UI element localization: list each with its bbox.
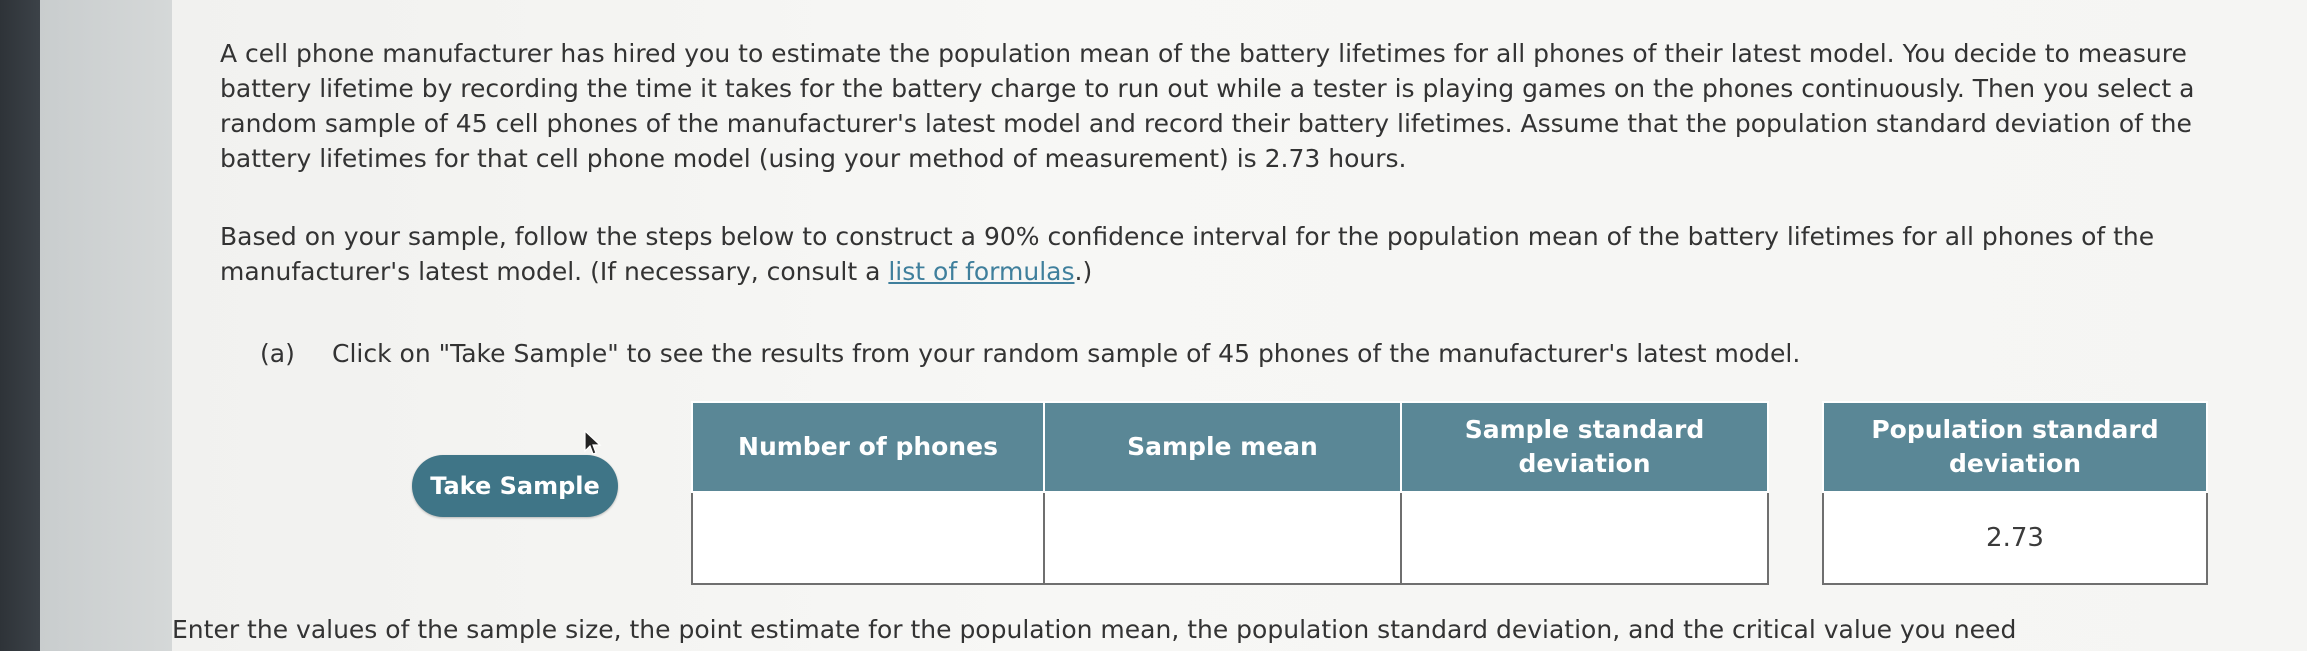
cell-population-standard-deviation: 2.73 [1823, 492, 2207, 584]
cell-sample-mean [1044, 492, 1401, 584]
table-row [692, 492, 1768, 584]
cell-sample-standard-deviation [1401, 492, 1768, 584]
header-sample-standard-deviation: Sample standard deviation [1401, 402, 1768, 492]
paragraph-2-text: Based on your sample, follow the steps below to construct a 90% confidence interval for the population mean of the battery lifetimes for all phones of the manufacturer's latest model. (If necessary, consult a [220, 222, 2155, 286]
table-row [1823, 492, 2207, 584]
paragraph-2-end: .) [1074, 257, 1093, 286]
list-of-formulas-link[interactable]: list of formulas [888, 257, 1075, 286]
part-a-instruction [260, 336, 1800, 371]
header-population-standard-deviation: Population standard deviation [1823, 402, 2207, 492]
header-sample-mean: Sample mean [1044, 402, 1401, 492]
population-sd-table [1822, 401, 2208, 585]
part-a-text: Click on "Take Sample" to see the results from your random sample of 45 phones of the manufacturer's latest model. [332, 339, 1801, 368]
cell-number-of-phones [692, 492, 1044, 584]
problem-paragraph-2 [220, 219, 2250, 289]
take-sample-button[interactable]: Take Sample [412, 455, 618, 517]
mouse-pointer-icon [584, 430, 602, 456]
header-number-of-phones: Number of phones [692, 402, 1044, 492]
screen-bezel [0, 0, 40, 651]
sample-results-table [691, 401, 1769, 585]
problem-page [172, 0, 2307, 651]
part-a-label: (a) [260, 339, 295, 368]
part-a-followup-text: Enter the values of the sample size, the point estimate for the population mean, the population standard deviation, and the critical value you need [172, 615, 2017, 644]
problem-paragraph-1: A cell phone manufacturer has hired you to estimate the population mean of the battery lifetimes for all phones of their latest model. You decide to measure battery lifetime by recording the time it takes for the battery charge to run out while a tester is playing games on the phones continuously. Then you select a random sample of 45 cell phones of the manufacturer's latest model and record their battery lifetimes. Assume that the population standard deviation of the battery lifetimes for that cell phone model (using your method of measurement) is 2.73 hours. [220, 39, 2195, 173]
left-side-panel [40, 0, 172, 651]
